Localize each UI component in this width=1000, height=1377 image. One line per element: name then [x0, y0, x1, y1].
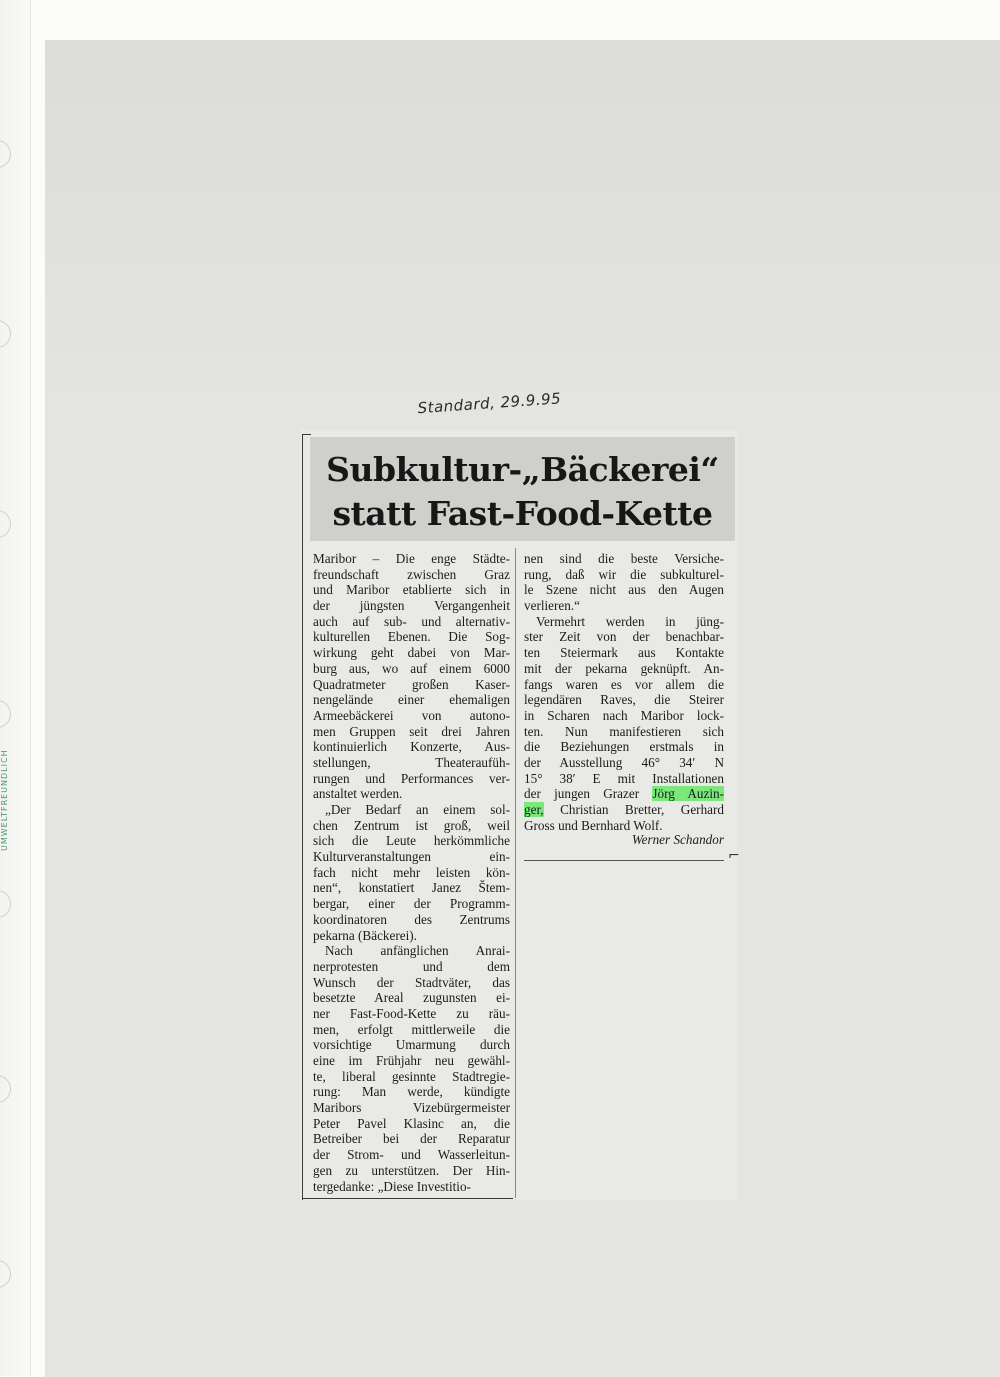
- article-line: Betreiber bei der Reparatur: [313, 1131, 510, 1147]
- end-rule: [524, 860, 724, 861]
- article-line: sich die Leute herkömmliche: [313, 833, 510, 849]
- article-line: nen sind die beste Versiche-: [524, 551, 724, 566]
- cut-mark-bottom: [303, 1198, 513, 1199]
- article-line: Peter Pavel Klasinc an, die: [313, 1115, 510, 1131]
- article-line: mit der pekarna geknüpft. An-: [524, 660, 724, 676]
- cut-corner-mark: ⌐: [728, 848, 740, 864]
- article-line: legendären Raves, die Steirer: [524, 692, 724, 708]
- article-line: Vermehrt werden in jüng-: [536, 613, 724, 629]
- article-line: bergar, einer der Programm-: [313, 896, 510, 912]
- article-line: ten Steiermark aus Kontakte: [524, 645, 724, 661]
- article-line: ten. Nun manifestieren sich: [524, 723, 724, 739]
- article-line: Armeebäckerei von autono-: [313, 707, 510, 723]
- article-line: nen“, konstatiert Janez Štem-: [313, 880, 510, 896]
- punch-hole: [0, 140, 11, 168]
- article-line: te, liberal gesinnte Stadtregie-: [313, 1068, 510, 1084]
- article-line: der jungen Grazer Jörg Auzin-: [524, 786, 724, 802]
- article-line: men, erfolgt mittlerweile die: [313, 1021, 510, 1037]
- article-line: wirkung geht dabei von Mar-: [313, 645, 510, 661]
- article-line: kontinuierlich Konzerte, Aus-: [313, 739, 510, 755]
- article-line: fangs waren es vor allem die: [524, 676, 724, 692]
- article-line: vorsichtige Umarmung durch: [313, 1037, 510, 1053]
- article-line: in Scharen nach Maribor lock-: [524, 707, 724, 723]
- article-line: nerprotesten und dem: [313, 958, 510, 974]
- article-line: anstaltet werden.: [313, 786, 403, 802]
- article-line: eine im Frühjahr neu gewähl-: [313, 1053, 510, 1068]
- article-line: ner Fast-Food-Kette zu räu-: [313, 1005, 510, 1021]
- article-line: rungen und Performances ver-: [313, 770, 510, 786]
- punch-hole: [0, 700, 11, 728]
- article-line: kulturellen Ebenen. Die Sog-: [313, 629, 510, 645]
- article-line: fach nicht mehr leisten kön-: [313, 864, 510, 880]
- article-line: le Szene nicht aus den Augen: [524, 582, 724, 598]
- article-line: gen zu unterstützen. Der Hin-: [313, 1162, 510, 1178]
- article-line: men Gruppen seit drei Jahren: [313, 723, 510, 739]
- article-line: verlieren.“: [524, 598, 581, 614]
- article-line: „Der Bedarf an einem sol-: [325, 802, 510, 817]
- column-divider: [515, 548, 516, 1198]
- article-line: besetzte Areal zugunsten ei-: [313, 990, 510, 1006]
- article-line: chen Zentrum ist groß, weil: [313, 817, 510, 833]
- photocopy-shading: [45, 40, 1000, 420]
- article-line: ster Zeit von der benachbar-: [524, 629, 724, 645]
- punch-hole: [0, 320, 11, 348]
- punch-hole: [0, 890, 11, 918]
- article-line: der Strom- und Wasserleitun-: [313, 1147, 510, 1163]
- highlighted-name: ger,: [524, 802, 544, 817]
- side-label: UMWELTFREUNDLICH: [0, 749, 9, 851]
- article-line: Nach anfänglichen Anrai-: [325, 943, 510, 959]
- article-line: tergedanke: „Diese Investitio-: [313, 1178, 471, 1194]
- punch-hole: [0, 510, 11, 538]
- article-line: nengelände einer ehemaligen: [313, 692, 510, 708]
- article-line: rung: Man werde, kündigte: [313, 1084, 510, 1100]
- article-line: Maribor – Die enge Städte-: [313, 551, 510, 566]
- article-line: Maribors Vizebürgermeister: [313, 1100, 510, 1116]
- article-line: rung, daß wir die subkulturel-: [524, 566, 724, 582]
- headline-line-2: statt Fast-Food-Kette: [332, 494, 713, 533]
- article-column-left: [313, 551, 510, 1194]
- headline-line-1: Subkultur-„Bäckerei“: [326, 450, 719, 489]
- article-line: 15° 38′ E mit Installationen: [524, 770, 724, 786]
- cut-mark-left: [302, 434, 311, 1200]
- article-line: pekarna (Bäckerei).: [313, 927, 417, 943]
- article-line: Gross und Bernhard Wolf.: [524, 817, 663, 833]
- article-line: freundschaft zwischen Graz: [313, 566, 510, 582]
- article-line: Wunsch der Stadtväter, das: [313, 974, 510, 990]
- article-line: Quadratmeter großen Kaser-: [313, 676, 510, 692]
- author-byline: Werner Schandor: [631, 832, 724, 847]
- highlighted-name: Jörg Auzin-: [652, 786, 724, 802]
- punch-hole: [0, 1260, 11, 1288]
- article-line: und Maribor etablierte sich in: [313, 582, 510, 598]
- article-line: die Beziehungen erstmals in: [524, 739, 724, 755]
- article-line: Kulturveranstaltungen ein-: [313, 849, 510, 865]
- article-line: der Ausstellung 46° 34′ N: [524, 754, 724, 770]
- binder-strip: [0, 0, 31, 1376]
- article-line: stellungen, Theateraufüh-: [313, 754, 510, 770]
- article-line: der jüngsten Vergangenheit: [313, 598, 510, 614]
- article-line: ger, Christian Bretter, Gerhard: [524, 802, 724, 817]
- handwritten-date-note: Standard, 29.9.95: [417, 389, 562, 418]
- punch-hole: [0, 1075, 11, 1103]
- article-line: burg aus, wo auf einem 6000: [313, 660, 510, 676]
- article-line: koordinatoren des Zentrums: [313, 911, 510, 927]
- article-column-right: [524, 551, 724, 833]
- article-line: auch auf sub- und alternativ-: [313, 613, 510, 629]
